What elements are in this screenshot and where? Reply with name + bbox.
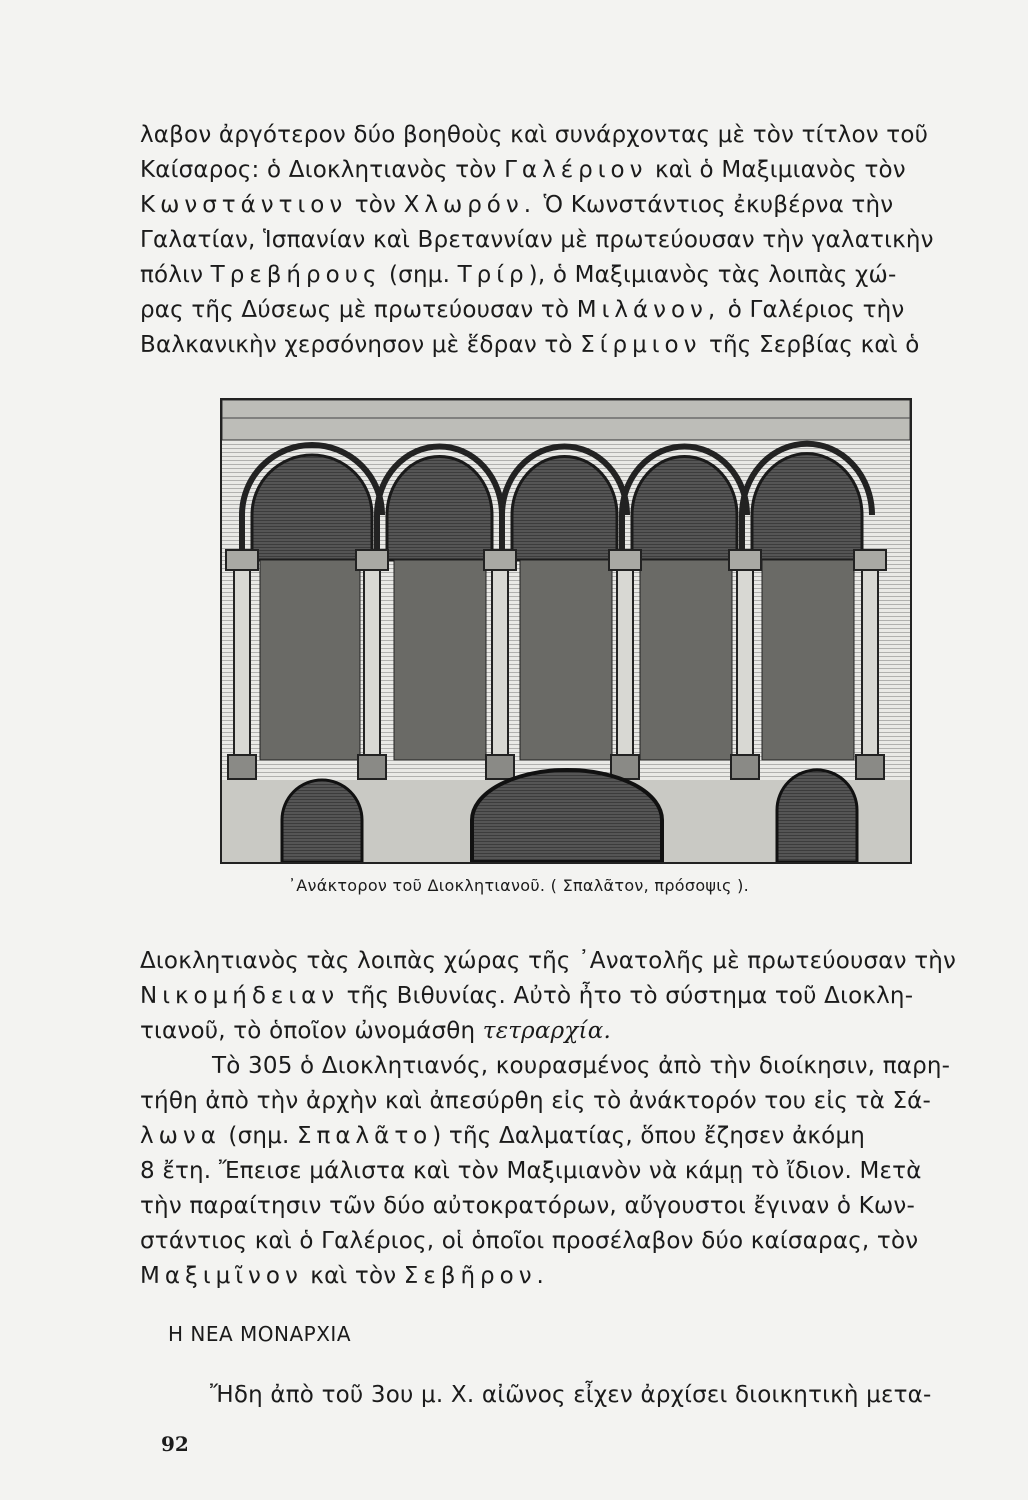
text-run: ὁ Γαλέριος τὴν <box>720 297 905 323</box>
text-line <box>140 295 1000 325</box>
text-line: Γαλατίαν, Ἱσπανίαν καὶ Βρεταννίαν μὲ πρωτεύουσαν τὴν γαλατικὴν <box>140 227 934 253</box>
text-line: 8 ἔτη. Ἔπεισε μάλιστα καὶ τὸν Μαξιμιανὸν νὰ κάμῃ τὸ ἴδιον. Μετὰ <box>140 1158 922 1184</box>
text-line <box>140 1261 1000 1291</box>
text-line <box>140 155 1000 185</box>
spaced-name: Χλωρόν. <box>403 192 537 218</box>
text-line <box>140 981 1000 1011</box>
text-run: τιανοῦ, τὸ ὁποῖον ὠνομάσθη <box>140 1018 483 1044</box>
text-run: καὶ τὸν <box>302 1263 404 1289</box>
spaced-name: Τρίρ <box>457 262 529 288</box>
text-run: ρας τῆς Δύσεως μὲ πρωτεύουσαν τὸ <box>140 297 577 323</box>
figure-caption: ᾿Ανάκτορον τοῦ Διοκλητιανοῦ. ( Σπαλᾶτον, πρόσοψις ). <box>288 876 749 895</box>
text-run: Βαλκανικὴν χερσόνησον μὲ ἕδραν τὸ <box>140 332 581 358</box>
text-run: καὶ ὁ Μαξιμιανὸς τὸν <box>647 157 906 183</box>
spaced-name: λωνα <box>140 1123 221 1149</box>
spaced-name: Μαξιμῖνον <box>140 1263 303 1289</box>
text-line <box>140 260 1000 290</box>
spaced-name: Κωνστάντιον <box>140 192 348 218</box>
page-number: 92 <box>161 1432 189 1456</box>
text-line <box>140 190 1000 220</box>
text-run: Ὁ Κωνστάντιος ἐκυβέρνα τὴν <box>536 192 894 218</box>
spaced-name: Καίσαρος: <box>140 157 260 183</box>
text-line: τήθη ἀπὸ τὴν ἀρχὴν καὶ ἀπεσύρθη εἰς τὸ ἀνάκτορόν του εἰς τὰ Σά- <box>140 1088 932 1114</box>
text-run: τὸν <box>347 192 404 218</box>
text-run: (σημ. <box>220 1123 297 1149</box>
spaced-name: Σπαλᾶτο <box>297 1123 433 1149</box>
text-line: Διοκλητιανὸς τὰς λοιπὰς χώρας τῆς ᾿Ανατολῆς μὲ πρωτεύουσαν τὴν <box>140 948 957 974</box>
text-run: πόλιν <box>140 262 211 288</box>
text-run: τῆς Σερβίας καὶ ὁ <box>701 332 920 358</box>
text-line: λαβον ἀργότερον δύο βοηθοὺς καὶ συνάρχοντας μὲ τὸν τίτλον τοῦ <box>140 122 929 148</box>
spaced-name: Σίρμιον <box>580 332 702 358</box>
text-run: (σημ. <box>381 262 458 288</box>
palace-engraving-image <box>220 398 912 864</box>
text-line: Ἤδη ἀπὸ τοῦ 3ου μ. Χ. αἰῶνος εἶχεν ἀρχίσει διοικητικὴ μετα- <box>210 1382 932 1408</box>
text-run: τῆς Βιθυνίας. Αὐτὸ ἦτο τὸ σύστημα τοῦ Διοκλη- <box>339 983 914 1009</box>
text-line <box>140 1016 1000 1046</box>
text-run: ), ὁ Μαξιμιανὸς τὰς λοιπὰς χώ- <box>528 262 897 288</box>
text-line: τὴν παραίτησιν τῶν δύο αὐτοκρατόρων, αὔγουστοι ἔγιναν ὁ Κων- <box>140 1193 915 1219</box>
text-run: ὁ Διοκλητιανὸς τὸν <box>259 157 505 183</box>
text-line: στάντιος καὶ ὁ Γαλέριος, οἱ ὁποῖοι προσέλαβον δύο καίσαρας, τὸν <box>140 1228 919 1254</box>
spaced-name: Σεβῆρον. <box>403 1263 549 1289</box>
arcade-illustration <box>222 400 910 862</box>
text-line <box>140 1121 1000 1151</box>
spaced-name: Τρεβήρους <box>210 262 382 288</box>
text-line: Τὸ 305 ὁ Διοκλητιανός, κουρασμένος ἀπὸ τὴν διοίκησιν, παρη- <box>212 1053 951 1079</box>
italic-term: τετραρχία. <box>482 1018 611 1044</box>
text-line <box>140 330 1000 360</box>
section-heading: Η ΝΕΑ ΜΟΝΑΡΧΙΑ <box>168 1322 352 1346</box>
spaced-name: Νικομήδειαν <box>140 983 340 1009</box>
text-run: ) τῆς Δαλματίας, ὅπου ἔζησεν ἀκόμη <box>432 1123 866 1149</box>
spaced-name: Μιλάνον, <box>576 297 721 323</box>
spaced-name: Γαλέριον <box>504 157 648 183</box>
